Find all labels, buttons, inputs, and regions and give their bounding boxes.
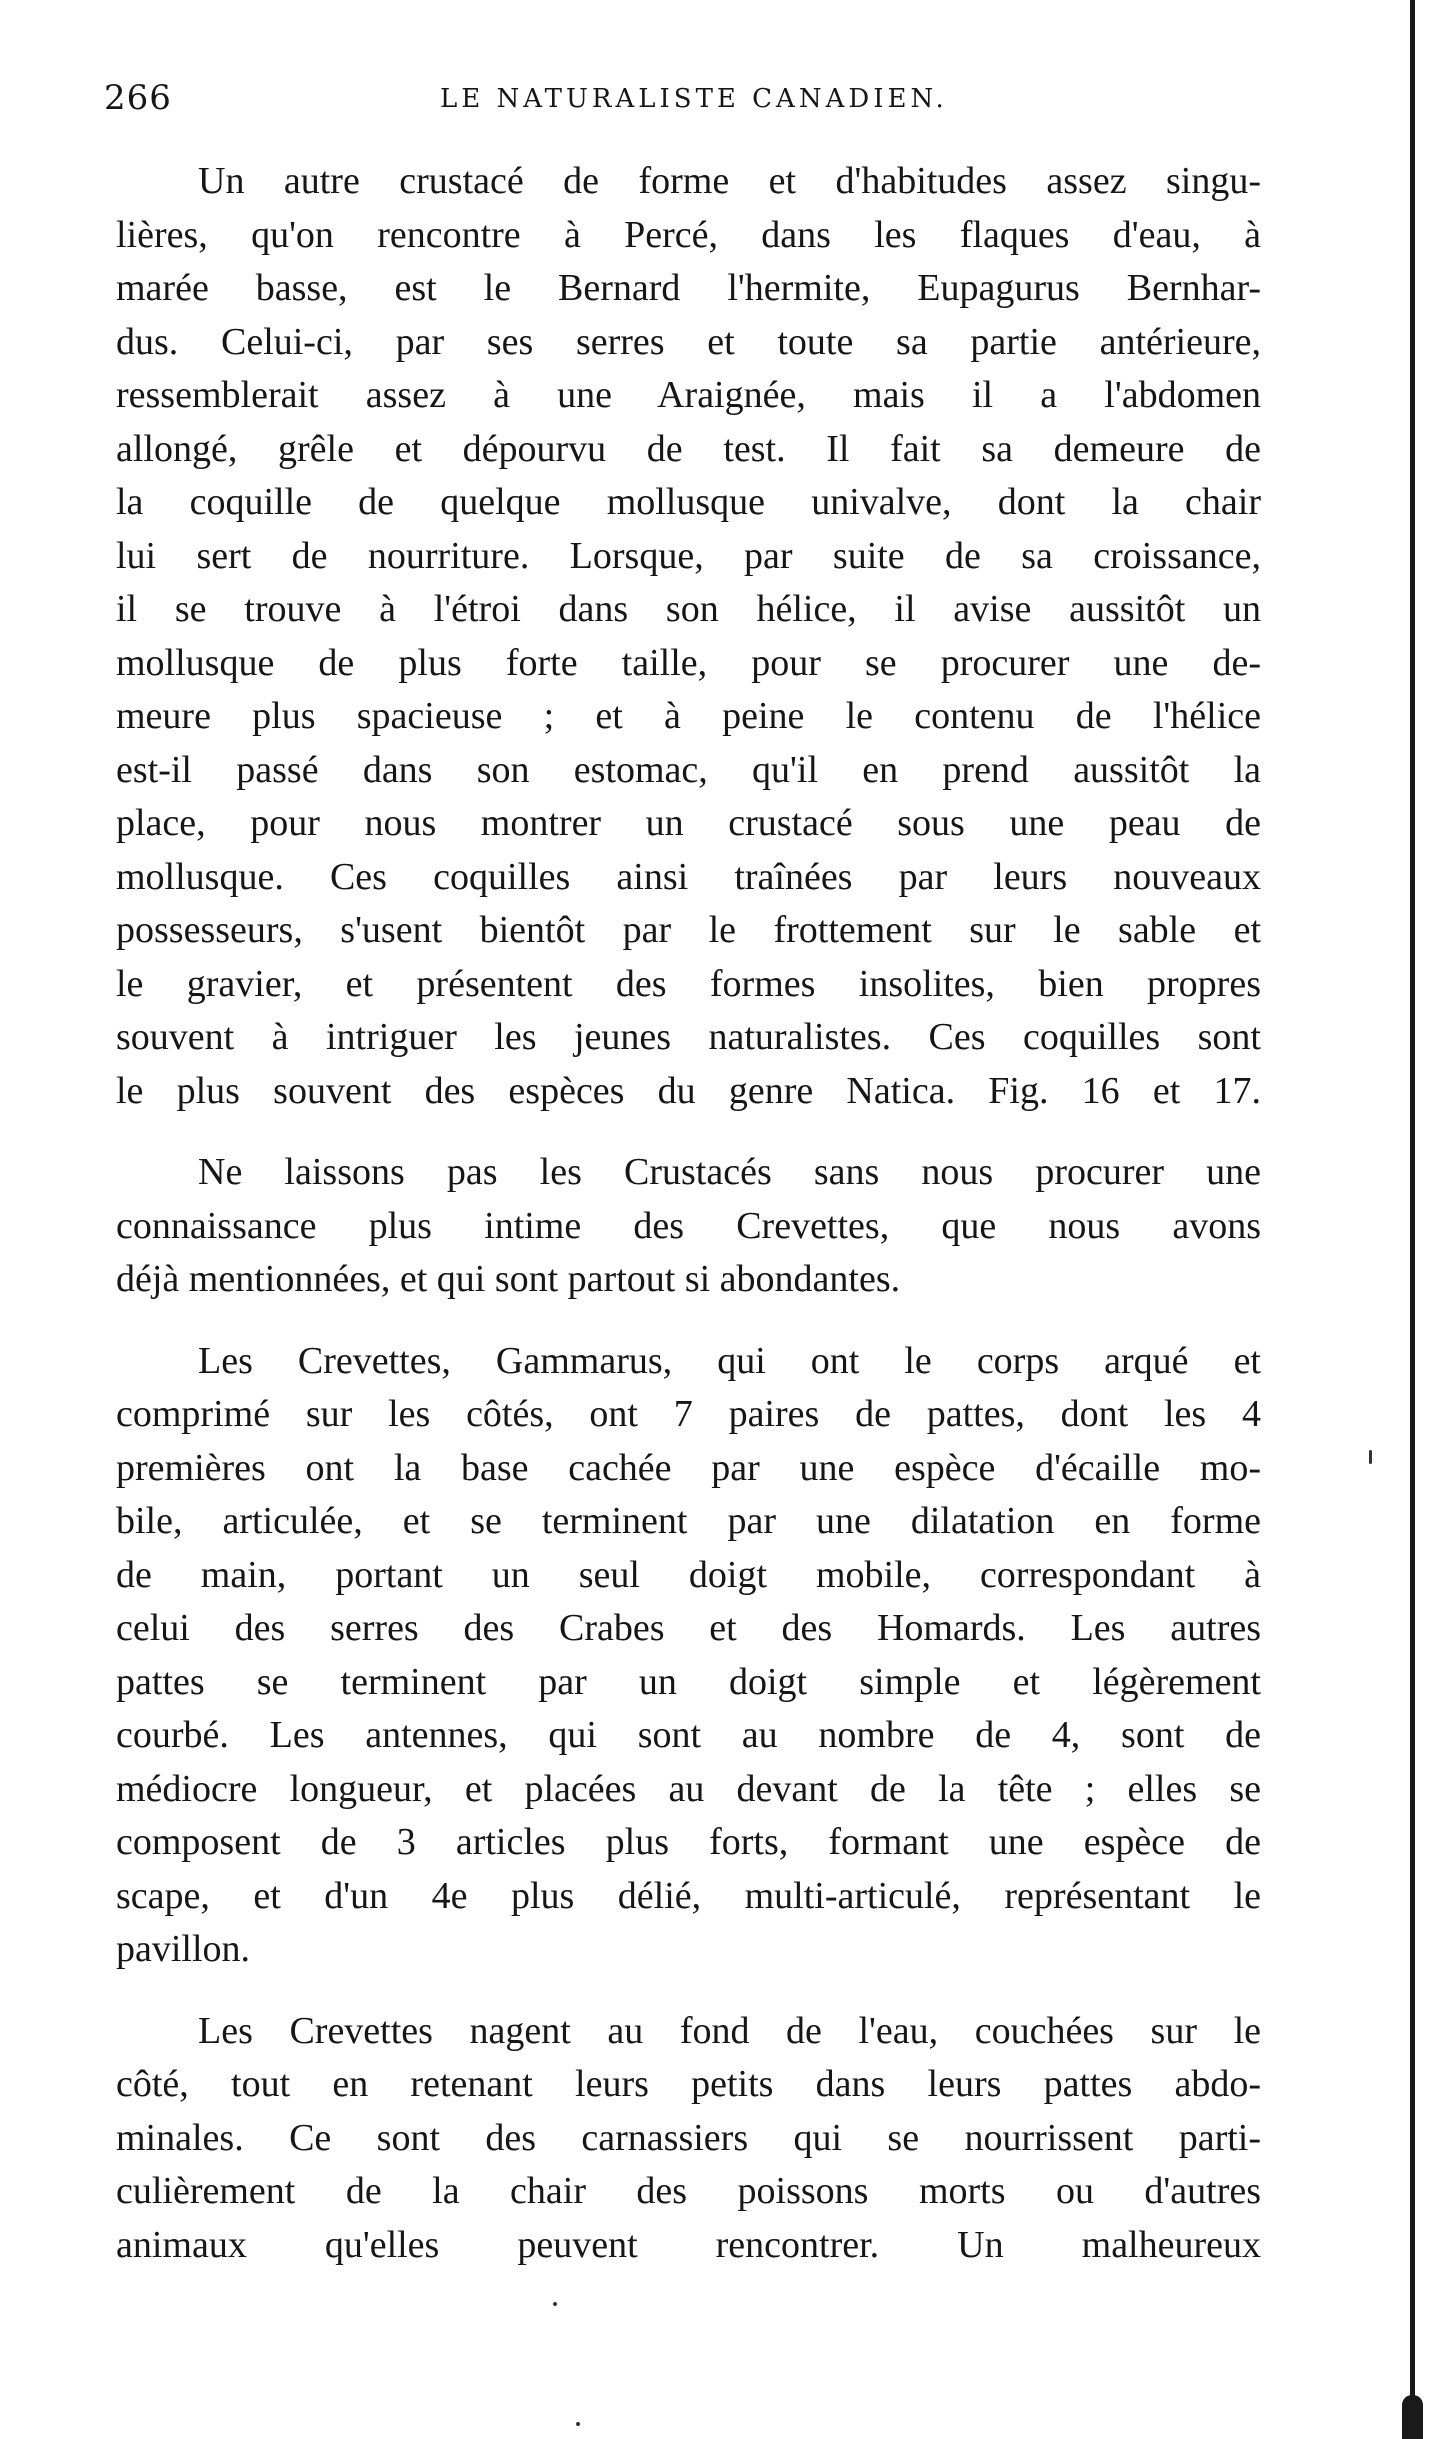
paragraph-1 — [116, 155, 1261, 1118]
text-line: Un autre crustacé de forme et d'habitudes assez singu- — [198, 160, 1261, 202]
text-line: marée basse, est le Bernard l'hermite, Eupagurus Bernhar- — [116, 267, 1261, 309]
text-line: le gravier, et présentent des formes insolites, bien propres — [116, 962, 1261, 1005]
text-line: minales. Ce sont des carnassiers qui se nourrissent parti- — [116, 2116, 1261, 2159]
page-edge-rule-foot — [1402, 2395, 1423, 2439]
text-line: place, pour nous montrer un crustacé sous une peau de — [116, 802, 1261, 844]
text-line: le plus souvent des espèces du genre Natica. Fig. 16 et 17. — [116, 1069, 1261, 1112]
text-line: scape, et d'un 4e plus délié, multi-articulé, représentant le — [116, 1874, 1261, 1917]
paragraph-3 — [116, 1335, 1261, 1977]
text-line: composent de 3 articles plus forts, formant une espèce de — [116, 1821, 1261, 1863]
text-line: allongé, grêle et dépourvu de test. Il fait sa demeure de — [116, 427, 1261, 470]
text-line: culièrement de la chair des poissons morts ou d'autres — [116, 2170, 1261, 2212]
text-line: mollusque. Ces coquilles ainsi traînées par leurs nouveaux — [116, 855, 1261, 898]
text-line: connaissance plus intime des Crevettes, que nous avons — [116, 1204, 1261, 1247]
scan-speck — [576, 2422, 580, 2426]
text-line: pavillon. — [116, 1928, 251, 1970]
text-line: Les Crevettes, Gammarus, qui ont le corps arqué et — [198, 1339, 1261, 1382]
body-text — [116, 155, 1261, 2272]
text-line: de main, portant un seul doigt mobile, correspondant à — [116, 1553, 1261, 1596]
text-line: bile, articulée, et se terminent par une dilatation en forme — [116, 1500, 1261, 1542]
text-line: côté, tout en retenant leurs petits dans leurs pattes abdo- — [116, 2063, 1261, 2105]
paragraph-4 — [116, 2005, 1261, 2273]
text-line: il se trouve à l'étroi dans son hélice, il avise aussitôt un — [116, 588, 1261, 630]
text-line: premières ont la base cachée par une espèce d'écaille mo- — [116, 1446, 1261, 1489]
text-line: est-il passé dans son estomac, qu'il en prend aussitôt la — [116, 748, 1261, 791]
paragraph-2 — [116, 1146, 1261, 1307]
text-line: animaux qu'elles peuvent rencontrer. Un malheureux — [116, 2223, 1261, 2266]
text-line: possesseurs, s'usent bientôt par le frottement sur le sable et — [116, 909, 1261, 951]
text-line: mollusque de plus forte taille, pour se procurer une de- — [116, 641, 1261, 684]
text-line: Ne laissons pas les Crustacés sans nous procurer une — [198, 1151, 1261, 1193]
text-line: Les Crevettes nagent au fond de l'eau, couchées sur le — [198, 2009, 1261, 2052]
page-number: 266 — [104, 78, 172, 118]
scan-speck — [1369, 1450, 1372, 1464]
text-line: déjà mentionnées, et qui sont partout si abondantes. — [116, 1258, 901, 1300]
text-line: lui sert de nourriture. Lorsque, par suite de sa croissance, — [116, 534, 1261, 577]
text-line: pattes se terminent par un doigt simple et légèrement — [116, 1660, 1261, 1703]
page-edge-rule — [1410, 0, 1415, 2439]
text-line: lières, qu'on rencontre à Percé, dans les flaques d'eau, à — [116, 213, 1261, 256]
text-line: la coquille de quelque mollusque univalve, dont la chair — [116, 481, 1261, 523]
running-head: LE NATURALISTE CANADIEN. — [440, 84, 948, 114]
text-line: dus. Celui-ci, par ses serres et toute sa partie antérieure, — [116, 320, 1261, 363]
scan-speck — [553, 2302, 557, 2306]
text-line: comprimé sur les côtés, ont 7 paires de pattes, dont les 4 — [116, 1393, 1261, 1435]
text-line: courbé. Les antennes, qui sont au nombre de 4, sont de — [116, 1714, 1261, 1756]
text-line: celui des serres des Crabes et des Homards. Les autres — [116, 1607, 1261, 1649]
text-line: meure plus spacieuse ; et à peine le contenu de l'hélice — [116, 695, 1261, 737]
text-line: souvent à intriguer les jeunes naturalistes. Ces coquilles sont — [116, 1016, 1261, 1058]
text-line: médiocre longueur, et placées au devant de la tête ; elles se — [116, 1767, 1261, 1810]
text-line: ressemblerait assez à une Araignée, mais il a l'abdomen — [116, 374, 1261, 416]
